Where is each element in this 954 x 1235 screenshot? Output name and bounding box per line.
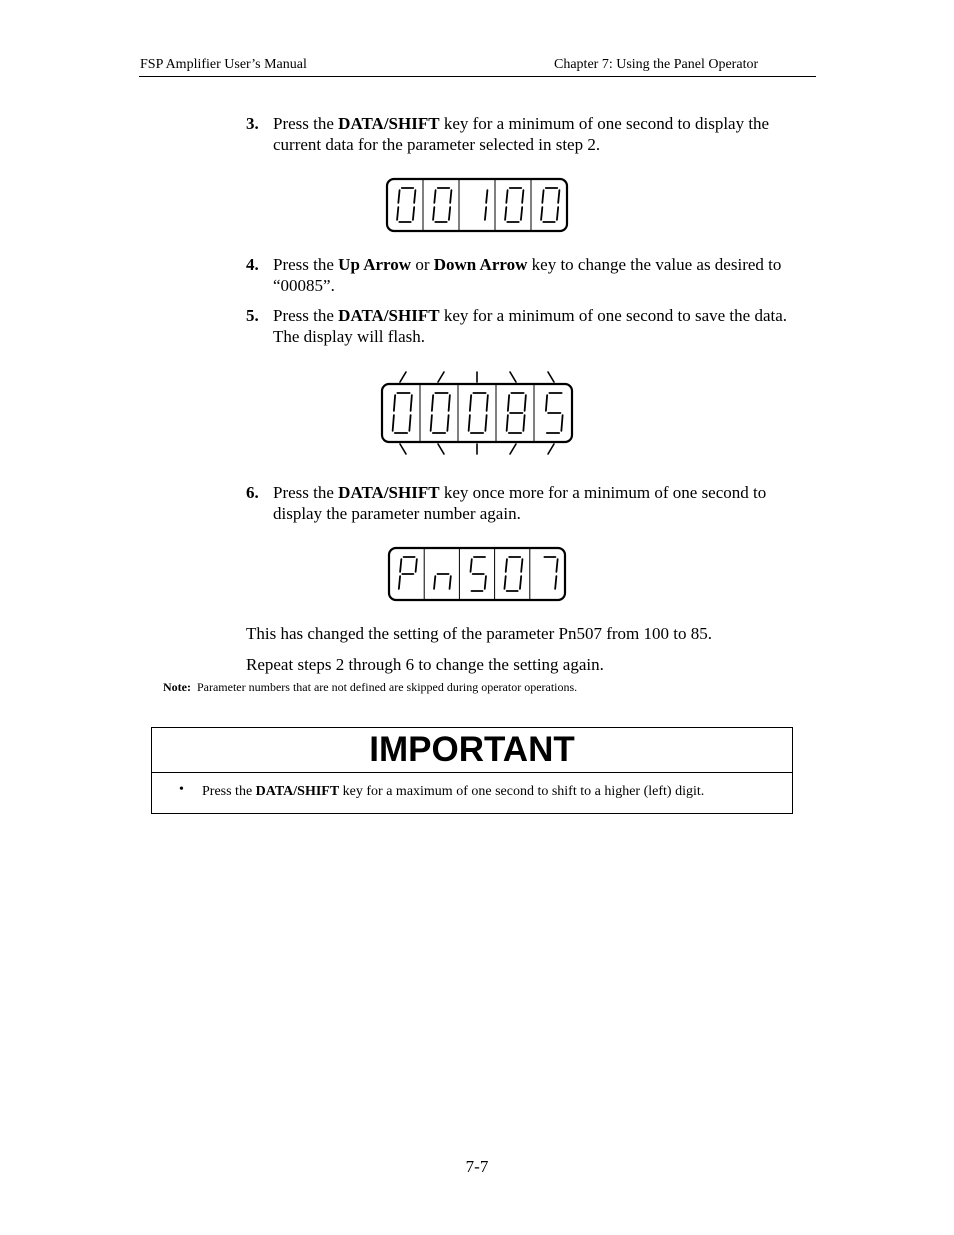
step-text-part: DATA/SHIFT [338,306,440,325]
segment-f [432,395,433,411]
step-5 [246,305,816,347]
display-digit [507,393,526,433]
important-text-part: key for a maximum of one second to shift to a higher (left) digit. [339,784,705,799]
flash-ray [548,372,554,382]
step-text [273,254,816,296]
segment-c [449,207,450,220]
segment-c [485,207,486,220]
segment-b [450,190,451,203]
step-text [273,305,816,347]
display-digit [433,188,451,222]
segment-e [541,207,542,220]
segment-f [546,395,547,411]
segment-e [399,576,400,589]
display-digit [469,393,488,433]
segment-b [486,190,487,203]
flash-ray [510,372,516,382]
segment-c [447,415,448,431]
display-digit [397,188,415,222]
segment-e [433,207,434,220]
segment-f [508,395,509,411]
segment-f [470,395,471,411]
led-display-00085-flashing [380,365,574,461]
segment-b [525,395,526,411]
step-text-part: Press the [273,483,339,502]
segment-b [411,395,412,411]
segment-c [557,207,558,220]
segment-b [449,395,450,411]
step-text-part: Up Arrow [338,255,412,274]
segment-f [506,559,507,572]
segment-f [434,190,435,203]
step-text-part: key for a minimum of one second to save the data. The display will flash. [273,306,788,346]
important-text [202,784,792,800]
step-text [273,482,816,524]
flash-ray [510,444,516,454]
segment-e [397,207,398,220]
step-text-part: or [411,255,434,274]
result-paragraph: This has changed the setting of the parameter Pn507 from 100 to 85. [246,624,712,643]
step-number: 6. [246,483,259,502]
repeat-paragraph: Repeat steps 2 through 6 to change the setting again. [246,655,604,674]
note [163,680,577,695]
display-digit [434,574,451,589]
led-display-pn507 [387,545,567,603]
segment-c [523,415,524,431]
segment-c [485,415,486,431]
step-text-part: DATA/SHIFT [338,483,440,502]
display-frame [387,179,567,231]
flash-ray [438,372,444,382]
step-3 [246,113,816,155]
display-digit [544,557,557,589]
segment-e [504,576,505,589]
note-label: Note: [163,680,191,694]
flash-ray [400,444,406,454]
segment-f [542,190,543,203]
segment-c [520,576,521,589]
flash-ray [548,444,554,454]
display-digit [393,393,412,433]
important-box [151,727,793,814]
display-digit [546,393,563,433]
important-text-part: DATA/SHIFT [255,784,340,799]
segment-c [485,576,486,589]
segment-b [556,559,557,572]
segment-f [400,559,401,572]
important-text-part: Press the [202,784,256,799]
segment-f [398,190,399,203]
segment-b [558,190,559,203]
segment-e [393,415,394,431]
step-number: 4. [246,255,259,274]
segment-c [413,207,414,220]
page-number: 7-7 [465,1157,489,1176]
step-text [273,113,816,155]
step-text-part: key to change the value as desired to “00085”. [273,255,782,295]
step-text-part: key once more for a minimum of one second to display the parameter number again. [273,483,767,523]
segment-c [409,415,410,431]
step-text-part: Press the [273,114,339,133]
step-text-part: Press the [273,255,339,274]
step-number: 3. [246,114,259,133]
segment-c [561,415,562,431]
flash-ray [438,444,444,454]
segment-b [521,559,522,572]
segment-c [555,576,556,589]
segment-b [522,190,523,203]
bullet-icon: • [179,782,184,797]
segment-e [469,415,470,431]
led-display-00100 [385,176,569,234]
step-6 [246,482,816,524]
display-digit [471,557,486,591]
page-header [139,56,816,77]
display-digit [541,188,559,222]
segment-f [394,395,395,411]
segment-e [431,415,432,431]
step-text-part: Down Arrow [433,255,528,274]
important-body [152,773,792,800]
segment-c [521,207,522,220]
header-manual-title: FSP Amplifier User’s Manual [140,57,307,72]
segment-e [507,415,508,431]
step-4 [246,254,816,296]
step-text-part: DATA/SHIFT [338,114,440,133]
display-digit [485,190,488,220]
important-title: IMPORTANT [152,728,792,773]
segment-f [506,190,507,203]
segment-b [487,395,488,411]
display-digit [505,188,523,222]
header-chapter-title: Chapter 7: Using the Panel Operator [554,57,759,72]
note-text: Parameter numbers that are not defined are skipped during operator operations. [196,680,578,694]
display-digit [399,557,417,589]
segment-e [505,207,506,220]
segment-b [414,190,415,203]
segment-c [450,576,451,589]
display-digit [431,393,450,433]
segment-b [416,559,417,572]
segment-e [434,576,435,589]
step-text-part: Press the [273,306,339,325]
step-number: 5. [246,306,259,325]
display-digit [504,557,522,591]
flash-ray [400,372,406,382]
step-text-part: key for a minimum of one second to display the current data for the parameter selected in step 2. [273,114,770,154]
segment-f [471,559,472,572]
